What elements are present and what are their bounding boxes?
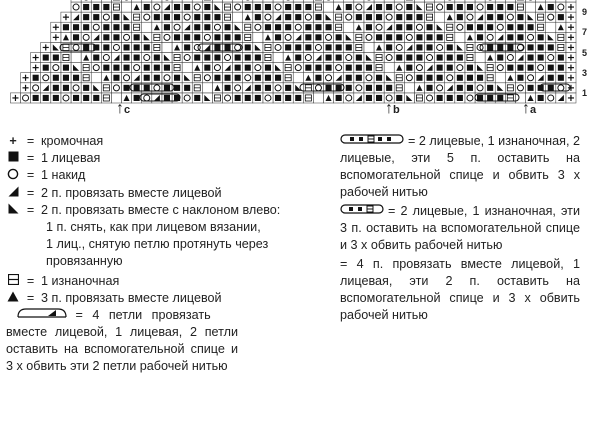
plus-symbol: + bbox=[9, 134, 17, 149]
legend-right bbox=[340, 133, 580, 324]
legend-left: + = кромочная = 1 лицевая = 1 накид = 2 п. провязать вместе лицевой = 2 п. провязать вместе с наклоном влево: 1 п. снять, как при лицевом вязании, 1 лиц., снятую петлю протянуть через провязанную = 1 изнаночная = 3 п. провязать вместе лицевой = 4 петли провязать вместе лицевой, 1 лицевая, 2 петли оставить на вспомогательной спице и 3 х обвить эти 2 петли рабочей нитью bbox=[6, 133, 326, 375]
arrow-up-icon: ↑ bbox=[522, 100, 530, 117]
legend-purl: = 1 изнаночная bbox=[6, 273, 326, 290]
arrow-up-icon: ↑ bbox=[385, 100, 393, 117]
row-label: 7 bbox=[582, 27, 588, 38]
cable-4-icon bbox=[16, 307, 68, 324]
legend-knit: = 1 лицевая bbox=[6, 150, 326, 167]
cable-3-icon bbox=[340, 203, 384, 220]
triangle-icon bbox=[6, 290, 20, 307]
mark-b: ↑b bbox=[385, 100, 400, 117]
legend-edge: + = кромочная bbox=[6, 133, 326, 150]
row-label: 1 bbox=[582, 87, 588, 98]
legend-cable4-text: вместе лицевой, 1 лицевая, 2 петли оставить на вспомогательной спице и 3 х обвить эти 2 петли рабочей нитью bbox=[6, 325, 238, 374]
cable-5-icon bbox=[340, 133, 404, 150]
knitting-chart bbox=[0, 0, 600, 105]
legend-ssk: = 2 п. провязать вместе с наклоном влево: bbox=[6, 202, 326, 219]
legend-yo: = 1 накид bbox=[6, 167, 326, 184]
row-label: 9 bbox=[582, 7, 588, 18]
mark-c: ↑c bbox=[116, 100, 131, 117]
square-with-bar-icon bbox=[6, 273, 20, 290]
legend-cable4: = 4 петли провязать bbox=[6, 307, 326, 324]
legend-k2tog: = 2 п. провязать вместе лицевой bbox=[6, 185, 326, 202]
circle-icon bbox=[6, 168, 20, 185]
row-label: 3 bbox=[582, 67, 588, 78]
arrow-up-icon: ↑ bbox=[116, 100, 124, 117]
left-triangle-icon bbox=[6, 202, 20, 219]
legend-cable5: = 2 лицевые, 1 изнаночная, 2 лицевые, эти 5 п. оставить на вспомогательной спице и обвить 3 х рабочей нитью bbox=[340, 134, 580, 200]
mark-a: ↑a bbox=[522, 100, 537, 117]
row-label: 5 bbox=[582, 47, 588, 58]
filled-square-icon bbox=[6, 150, 20, 167]
right-triangle-icon bbox=[6, 185, 20, 202]
legend-k3tog: = 3 п. провязать вместе лицевой bbox=[6, 290, 326, 307]
legend-cable3: = 2 лицевые, 1 изнаночная, эти 3 п. оставить на вспомогательной спице и 3 х обвить рабочей нитью bbox=[340, 204, 580, 253]
legend-cable4b: = 4 п. провязать вместе лицевой, 1 лицевая, эти 2 п. оставить на вспомогательной спице и 3 х обвить рабочей нитью bbox=[340, 257, 580, 323]
